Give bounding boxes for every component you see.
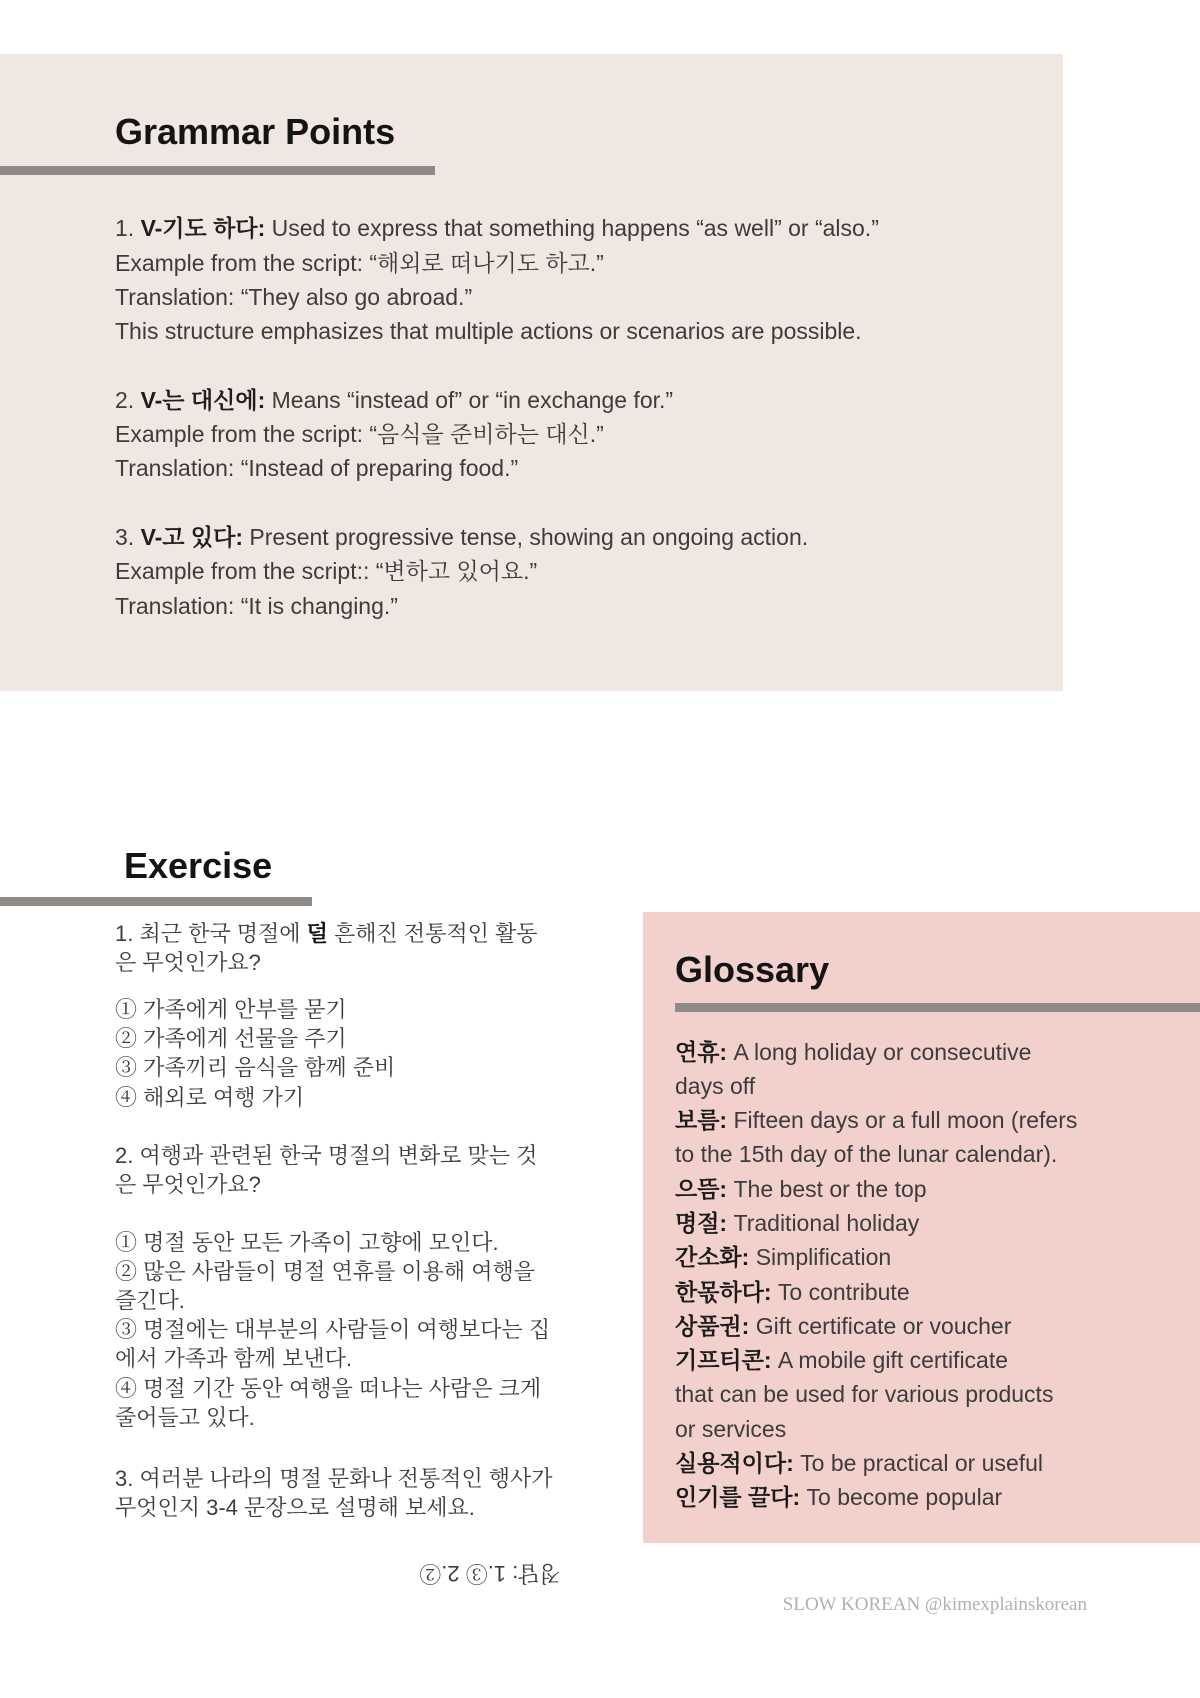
glossary-definition: Traditional holiday <box>733 1209 920 1236</box>
glossary-term: 명절: <box>675 1209 728 1236</box>
exercise-question-2-options <box>115 1228 635 1432</box>
glossary-definition: Gift certificate or voucher <box>755 1312 1012 1339</box>
glossary-definition: To be practical or useful <box>800 1450 1044 1477</box>
exercise-question-2: 2. 여행과 관련된 한국 명절의 변화로 맞는 것 은 무엇인가요? <box>115 1143 538 1198</box>
exercise-question-1-options <box>115 995 635 1112</box>
grammar-description: Present progressive tense, showing an ongoing action. <box>249 524 809 550</box>
question-emphasis: 덜 <box>306 921 328 946</box>
glossary-entry <box>675 1446 1195 1480</box>
glossary-entry <box>675 1480 1195 1514</box>
glossary-definition: To contribute <box>777 1278 910 1305</box>
glossary-term: 상품권: <box>675 1312 750 1339</box>
answer-option: ③ 명절에는 대부분의 사람들이 여행보다는 집 에서 가족과 함께 보낸다. <box>115 1317 551 1372</box>
grammar-item-heading <box>115 520 1055 554</box>
grammar-translation: Translation: “They also go abroad.” <box>115 283 473 310</box>
grammar-pattern: V-고 있다: <box>140 524 244 550</box>
glossary-entry <box>675 1206 1195 1240</box>
glossary-entry <box>675 1172 1195 1206</box>
answer-option: ② 많은 사람들이 명절 연휴를 이용해 여행을 즐긴다. <box>115 1258 535 1313</box>
exercise-title-rule <box>0 897 312 906</box>
glossary-definition: Fifteen days or a full moon (refers to the 15th day of the lunar calendar). <box>675 1107 1078 1168</box>
grammar-title-rule <box>0 166 435 175</box>
glossary-term: 연휴: <box>675 1038 728 1065</box>
footer-credit: SLOW KOREAN @kimexplainskorean <box>782 1594 1087 1615</box>
answer-option: ④ 해외로 여행 가기 <box>115 1084 305 1110</box>
glossary-entry <box>675 1035 1195 1104</box>
glossary-term: 보름: <box>675 1107 728 1134</box>
glossary-definition: Simplification <box>755 1244 892 1271</box>
grammar-note: This structure emphasizes that multiple actions or scenarios are possible. <box>115 318 862 345</box>
grammar-description: Means “instead of” or “in exchange for.” <box>271 386 674 413</box>
glossary-term: 간소화: <box>675 1244 750 1271</box>
glossary-term: 실용적이다: <box>675 1450 794 1477</box>
glossary-list <box>675 1035 1195 1515</box>
glossary-definition: The best or the top <box>733 1175 927 1202</box>
grammar-title: Grammar Points <box>115 111 396 152</box>
glossary-entry <box>675 1343 1195 1446</box>
answer-option: ④ 명절 기간 동안 여행을 떠나는 사람은 크게 줄어들고 있다. <box>115 1375 542 1430</box>
grammar-example: Example from the script: “음식을 준비하는 대신.” <box>115 420 604 447</box>
grammar-item-number: 3. <box>115 524 135 550</box>
glossary-term: 으뜸: <box>675 1175 728 1202</box>
answer-option: ① 가족에게 안부를 묻기 <box>115 997 347 1022</box>
glossary-definition: A mobile gift certificate that can be used for various products or services <box>675 1347 1054 1442</box>
grammar-item-2 <box>115 383 1055 486</box>
glossary-term: 인기를 끌다: <box>675 1484 801 1511</box>
answer-option: ③ 가족끼리 음식을 함께 준비 <box>115 1055 396 1081</box>
grammar-translation: Translation: “Instead of preparing food.” <box>115 455 519 482</box>
glossary-entry <box>675 1275 1195 1309</box>
glossary-term: 한몫하다: <box>675 1278 772 1305</box>
grammar-item-heading <box>115 211 1055 245</box>
grammar-pattern: V-기도 하다: <box>140 215 266 242</box>
glossary-entry <box>675 1240 1195 1274</box>
glossary-title: Glossary <box>675 949 830 990</box>
upside-down-answer-key: 정답: 1.③ 2.② <box>419 1561 561 1586</box>
grammar-item-3 <box>115 520 1055 623</box>
exercise-question-1 <box>115 919 635 977</box>
exercise-title: Exercise <box>124 845 273 886</box>
grammar-item-heading <box>115 383 1055 417</box>
answer-option: ① 명절 동안 모든 가족이 고향에 모인다. <box>115 1229 499 1255</box>
glossary-definition: To become popular <box>806 1484 1003 1511</box>
glossary-definition: A long holiday or consecutive days off <box>675 1038 1032 1099</box>
exercise-question-3: 3. 여러분 나라의 명절 문화나 전통적인 행사가 무엇인지 3-4 문장으로 설명해 보세요. <box>115 1465 553 1520</box>
question-text: 1. 최근 한국 명절에 <box>115 921 301 946</box>
grammar-item-number: 1. <box>115 215 135 242</box>
grammar-item-1 <box>115 211 1055 348</box>
grammar-description: Used to express that something happens “as well” or “also.” <box>271 215 879 242</box>
glossary-entry <box>675 1309 1195 1343</box>
grammar-item-number: 2. <box>115 386 135 413</box>
glossary-entry <box>675 1103 1195 1172</box>
grammar-example: Example from the script:: “변하고 있어요.” <box>115 558 538 585</box>
grammar-example: Example from the script: “해외로 떠나기도 하고.” <box>115 249 604 276</box>
question-text: 흔해진 전통적인 활동 은 무엇인가요? <box>115 921 538 976</box>
grammar-pattern: V-는 대신에: <box>140 386 266 413</box>
glossary-title-rule <box>675 1003 1200 1012</box>
glossary-term: 기프티콘: <box>675 1347 772 1374</box>
grammar-translation: Translation: “It is changing.” <box>115 592 398 619</box>
answer-option: ② 가족에게 선물을 주기 <box>115 1026 347 1052</box>
